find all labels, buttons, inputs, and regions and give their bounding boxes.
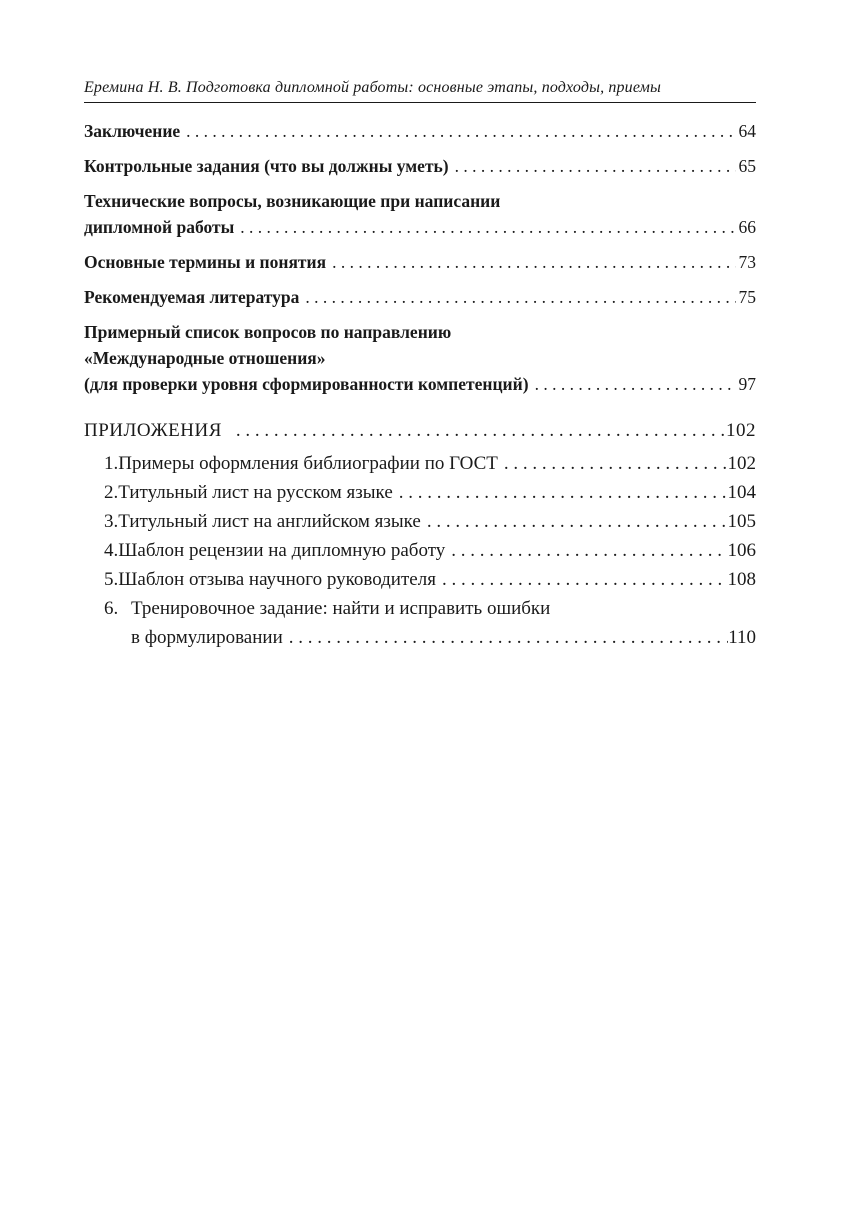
- appendix-item[interactable]: [84, 565, 756, 594]
- dot-leader: [326, 249, 736, 275]
- appendix-item-title: Примеры оформления библиографии по ГОСТ: [118, 453, 498, 474]
- appendix-item-title: Тренировочное задание: найти и исправить ошибки: [131, 598, 551, 619]
- dot-leader: [299, 284, 736, 310]
- dot-leader: [421, 507, 728, 536]
- appendix-item[interactable]: [84, 536, 756, 565]
- dot-leader: [436, 565, 728, 594]
- page-number: 73: [738, 252, 756, 272]
- page-number: 65: [738, 156, 756, 176]
- page-number: 102: [726, 420, 756, 441]
- appendix-heading[interactable]: [84, 417, 756, 445]
- appendix-title: ПРИЛОЖЕНИЯ: [84, 420, 222, 441]
- appendix-item[interactable]: [84, 507, 756, 536]
- dot-leader: [234, 214, 736, 240]
- page-number: 108: [727, 569, 756, 590]
- dot-leader: [529, 371, 736, 397]
- toc-entry-title: Рекомендуемая литература: [84, 287, 300, 307]
- toc-entry-line: [84, 153, 756, 179]
- toc-entry[interactable]: [84, 118, 756, 144]
- toc-entry-line: «Международные отношения»: [84, 348, 326, 368]
- appendix-item[interactable]: [84, 478, 756, 507]
- dot-leader: [283, 623, 728, 652]
- page-number: 97: [738, 374, 756, 394]
- toc-entry[interactable]: [84, 153, 756, 179]
- toc-entry-line: [84, 249, 756, 275]
- appendix-item-line: [104, 449, 756, 478]
- appendix-item[interactable]: [84, 449, 756, 478]
- toc-entry-line: [84, 214, 756, 240]
- page-number: 102: [727, 453, 756, 474]
- appendix-item-number: 5.: [104, 569, 119, 590]
- appendix-item-title: Титульный лист на русском языке: [118, 482, 393, 503]
- toc-entry-title: Контрольные задания (что вы должны уметь): [84, 156, 449, 176]
- page-number: 106: [727, 540, 756, 561]
- page-number: 104: [727, 482, 756, 503]
- page-number: 105: [727, 511, 756, 532]
- toc-entry-title: (для проверки уровня сформированности компетенций): [84, 374, 529, 394]
- appendix-item-title: Шаблон отзыва научного руководителя: [118, 569, 436, 590]
- dot-leader: [445, 536, 727, 565]
- appendix-item-line: [104, 536, 756, 565]
- toc-entry[interactable]: [84, 188, 756, 240]
- toc-sections: [84, 118, 756, 397]
- appendix-item-number: 1.: [104, 453, 119, 474]
- dot-leader: [498, 449, 728, 478]
- appendix-item-title: Титульный лист на английском языке: [118, 511, 421, 532]
- appendix-item[interactable]: [84, 594, 756, 652]
- page-number: 64: [738, 121, 756, 141]
- page-number: 66: [738, 217, 756, 237]
- dot-leader: [180, 118, 736, 144]
- appendix-item-title: в формулировании: [131, 627, 283, 648]
- header-rule: [84, 102, 756, 103]
- appendix-item-number: 6.: [104, 598, 119, 619]
- toc-entry-line: Технические вопросы, возникающие при написании: [84, 191, 501, 211]
- appendix-item-line: [104, 623, 756, 652]
- page-number: 75: [738, 287, 756, 307]
- appendix-item-line: [104, 594, 756, 623]
- dot-leader: [222, 417, 726, 445]
- toc-entry-title: Основные термины и понятия: [84, 252, 327, 272]
- toc-entry[interactable]: [84, 319, 756, 397]
- table-of-contents: [84, 118, 756, 652]
- toc-entry[interactable]: [84, 284, 756, 310]
- appendix-item-number: 2.: [104, 482, 119, 503]
- toc-entry-title: Заключение: [84, 121, 181, 141]
- toc-entry-line: [84, 118, 756, 144]
- appendix-item-title: Шаблон рецензии на дипломную работу: [118, 540, 446, 561]
- toc-entry[interactable]: [84, 249, 756, 275]
- page-number: 110: [728, 627, 756, 648]
- dot-leader: [449, 153, 736, 179]
- toc-entry-line: Примерный список вопросов по направлению: [84, 322, 452, 342]
- appendix-list: [84, 449, 756, 652]
- appendix-item-line: [104, 507, 756, 536]
- toc-entry-line: [84, 371, 756, 397]
- appendix-item-number: 3.: [104, 511, 119, 532]
- appendix-item-line: [104, 565, 756, 594]
- appendix-item-line: [104, 478, 756, 507]
- toc-entry-line: [84, 284, 756, 310]
- running-head: Еремина Н. В. Подготовка дипломной работы: основные этапы, подходы, приемы: [84, 79, 662, 96]
- dot-leader: [393, 478, 728, 507]
- toc-entry-title: дипломной работы: [84, 217, 235, 237]
- appendix-item-number: 4.: [104, 540, 119, 561]
